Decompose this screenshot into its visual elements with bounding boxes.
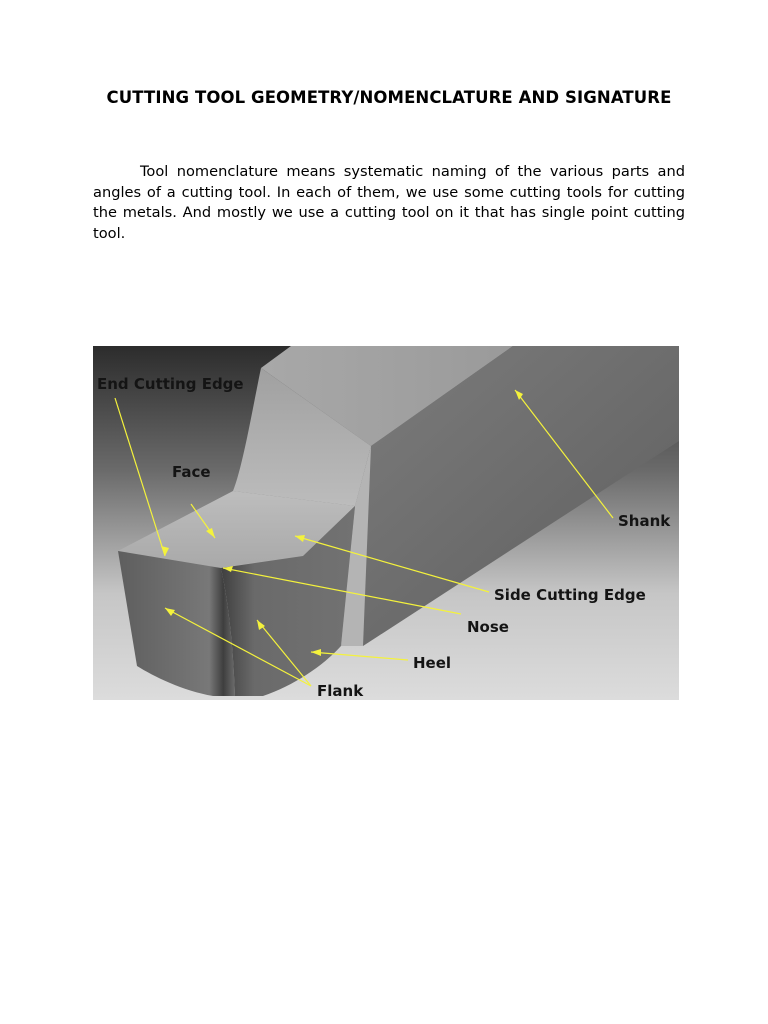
cutting-tool-figure <box>93 346 679 700</box>
label-heel: Heel <box>413 654 452 672</box>
page-title: CUTTING TOOL GEOMETRY/NOMENCLATURE AND SIGNATURE <box>106 88 672 107</box>
intro-paragraph: Tool nomenclature means systematic naming of the various parts and angles of a cutting tool. In each of them, we use some cutting tools for cutting the metals. And mostly we use a cutting tool on it that has single point cutting tool. <box>93 163 685 243</box>
label-nose: Nose <box>467 618 509 636</box>
label-shank: Shank <box>618 512 671 530</box>
label-face: Face <box>172 463 211 481</box>
label-end-cutting-edge: End Cutting Edge <box>97 375 244 393</box>
cutting-tool-illustration <box>93 346 679 700</box>
label-flank: Flank <box>317 682 364 700</box>
label-side-cutting-edge: Side Cutting Edge <box>494 586 646 604</box>
